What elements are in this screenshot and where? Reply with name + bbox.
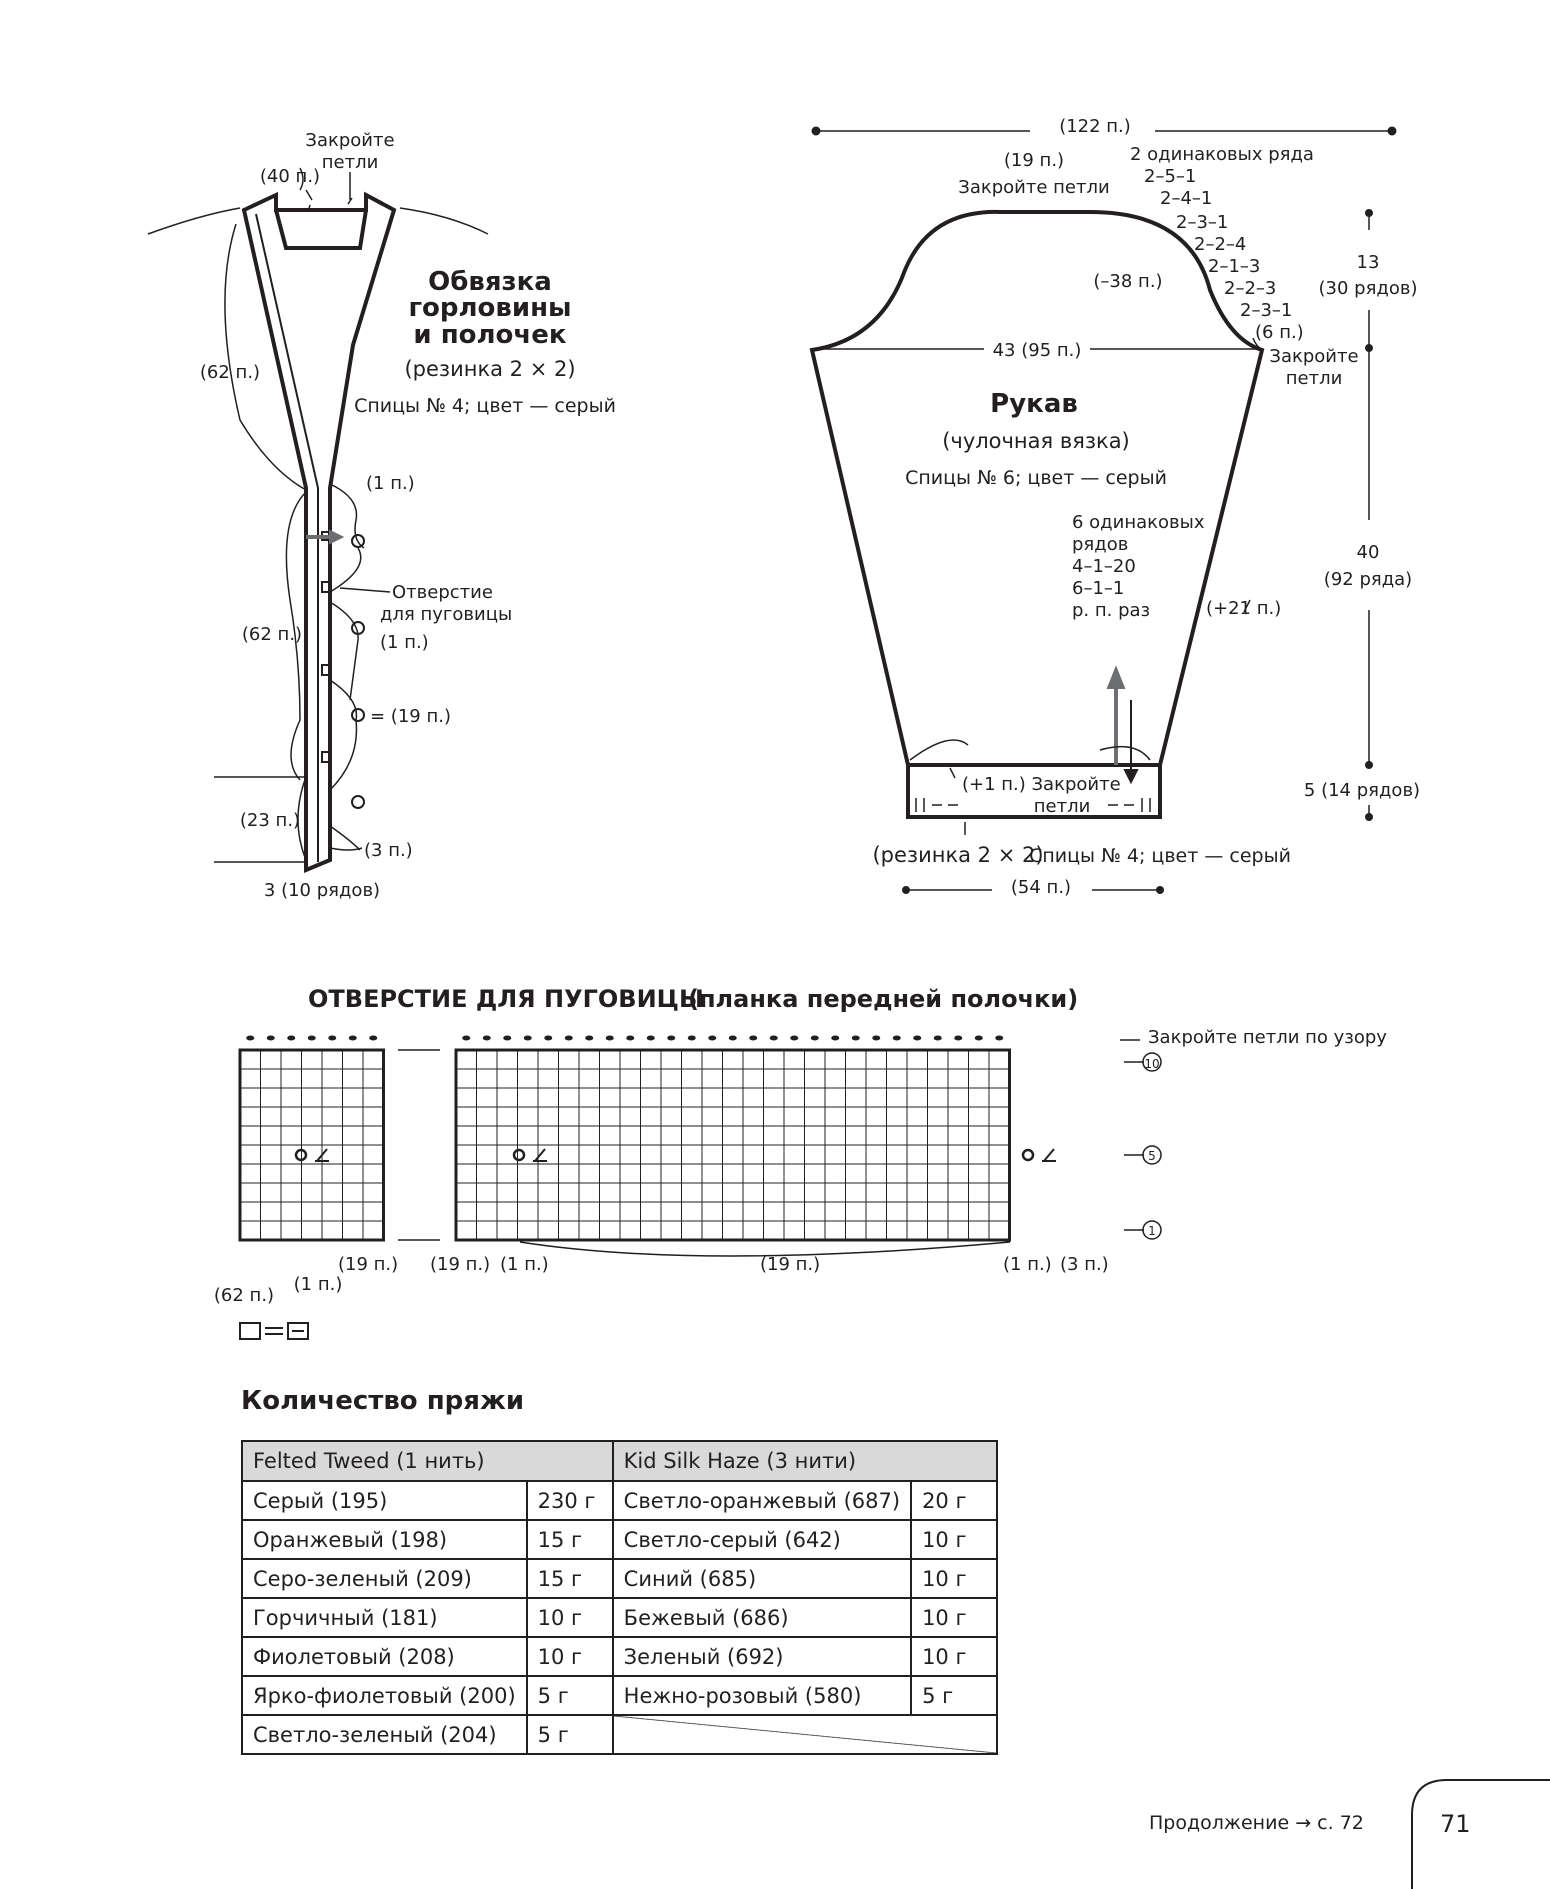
cap-row: 2–3–1 xyxy=(1176,212,1229,233)
neckband-23-label: (23 п.) xyxy=(239,810,301,831)
sleeve-cuff-rib: (резинка 2 × 2) xyxy=(872,843,1044,867)
sleeve-bindoff2-2: петли xyxy=(1285,368,1343,389)
yarn-cell: Светло-оранжевый (687) xyxy=(613,1481,911,1520)
bindoff-dot xyxy=(626,1036,634,1041)
row-10-label: 10 xyxy=(1144,1057,1160,1071)
yarn-cell: Серый (195) xyxy=(242,1481,527,1520)
sleeve-subtitle: (чулочная вязка) xyxy=(942,429,1130,453)
neckband-hole-label-1: Отверстие xyxy=(392,582,493,603)
sleeve-needles: Спицы № 6; цвет — серый xyxy=(905,467,1167,489)
bindoff-dot xyxy=(831,1036,839,1041)
table-row xyxy=(242,1520,997,1559)
neckband-1b-label: (1 п.) xyxy=(380,632,429,653)
bindoff-dot xyxy=(267,1036,275,1041)
yarn-cell: Ярко-фиолетовый (200) xyxy=(242,1676,527,1715)
chart-1b: (1 п.) xyxy=(1003,1254,1052,1275)
bindoff-dot xyxy=(934,1036,942,1041)
cap-row: 2–2–3 xyxy=(1224,278,1277,299)
yarn-cell: Горчичный (181) xyxy=(242,1598,527,1637)
sleeve-increase-rows xyxy=(1072,512,1205,621)
yarn-cell: Светло-серый (642) xyxy=(613,1520,911,1559)
bindoff-dot xyxy=(749,1036,757,1041)
yarn-cell: Зеленый (692) xyxy=(613,1637,911,1676)
chart-bindoff-label: Закройте петли по узору xyxy=(1148,1027,1387,1048)
neckband-bindoff-label-2: петли xyxy=(321,152,379,173)
bindoff-dot xyxy=(893,1036,901,1041)
sleeve-plus21-label: (+21 п.) xyxy=(1206,598,1282,619)
bindoff-dot xyxy=(483,1036,491,1041)
footer-continue xyxy=(1149,1812,1364,1834)
legend-empty-box xyxy=(240,1323,260,1339)
bindoff-dot xyxy=(852,1036,860,1041)
yarn-cell: 10 г xyxy=(911,1637,997,1676)
neckband-1a-label: (1 п.) xyxy=(366,473,415,494)
neckband-19-label: = (19 п.) xyxy=(370,706,451,727)
chart-19c: (19 п.) xyxy=(760,1254,821,1275)
yarn-cell: 15 г xyxy=(527,1559,613,1598)
row-5-label: 5 xyxy=(1148,1149,1156,1163)
bindoff-dot xyxy=(544,1036,552,1041)
yarn-cell: 20 г xyxy=(911,1481,997,1520)
incr-row: 4–1–20 xyxy=(1072,556,1136,577)
yarn-cell: Серо-зеленый (209) xyxy=(242,1559,527,1598)
yarn-cell: Бежевый (686) xyxy=(613,1598,911,1637)
bindoff-dot xyxy=(729,1036,737,1041)
bindoff-dot xyxy=(913,1036,921,1041)
incr-row: 6–1–1 xyxy=(1072,578,1125,599)
yarn-cell: 10 г xyxy=(527,1598,613,1637)
bindoff-dot xyxy=(503,1036,511,1041)
yarn-cell: Оранжевый (198) xyxy=(242,1520,527,1559)
yarn-col-a: Felted Tweed (1 нить) xyxy=(242,1441,613,1481)
yarn-cell: 5 г xyxy=(911,1676,997,1715)
neckband-3-label: (3 п.) xyxy=(364,840,413,861)
sleeve-plus1-label: (+1 п.) Закройте xyxy=(962,774,1121,795)
chart-1c: (1 п.) xyxy=(293,1274,343,1295)
neckband-hole-label-2: для пуговицы xyxy=(380,604,513,625)
bindoff-dot xyxy=(708,1036,716,1041)
cap-row: 2–4–1 xyxy=(1160,188,1213,209)
bindoff-dot xyxy=(524,1036,532,1041)
sleeve-dim-92: (92 ряда) xyxy=(1323,569,1413,590)
bindoff-dot xyxy=(287,1036,295,1041)
decrease-symbol xyxy=(533,1149,547,1161)
yarn-cell: 10 г xyxy=(527,1637,613,1676)
bindoff-dot xyxy=(790,1036,798,1041)
table-row xyxy=(242,1715,997,1754)
cap-row: (6 п.) xyxy=(1255,322,1304,343)
yarn-table xyxy=(241,1440,998,1755)
buttonhole-title: ОТВЕРСТИЕ ДЛЯ ПУГОВИЦЫ xyxy=(308,985,704,1013)
bindoff-dot xyxy=(606,1036,614,1041)
cap-row: 2–2–4 xyxy=(1194,234,1247,255)
cap-row: 2 одинаковых ряда xyxy=(1130,144,1314,165)
yarn-empty-cell xyxy=(613,1715,997,1754)
sleeve-dim-5: 5 (14 рядов) xyxy=(1303,780,1421,801)
bindoff-dot xyxy=(995,1036,1003,1041)
bindoff-dot xyxy=(811,1036,819,1041)
incr-row: рядов xyxy=(1072,534,1129,555)
bindoff-dot xyxy=(369,1036,377,1041)
bindoff-dot xyxy=(667,1036,675,1041)
chart-62: (62 п.) xyxy=(213,1285,275,1306)
sleeve-minus38-label: (–38 п.) xyxy=(1093,271,1163,292)
sleeve-19-label: (19 п.) xyxy=(1003,150,1065,171)
bindoff-dot xyxy=(872,1036,880,1041)
neckband-bindoff-label-1: Закройте xyxy=(305,130,395,151)
bindoff-dot xyxy=(585,1036,593,1041)
bindoff-dot xyxy=(975,1036,983,1041)
bindoff-dot xyxy=(770,1036,778,1041)
bindoff-dot xyxy=(954,1036,962,1041)
yarn-cell: Фиолетовый (208) xyxy=(242,1637,527,1676)
yarn-cell: 15 г xyxy=(527,1520,613,1559)
bindoff-dot xyxy=(246,1036,254,1041)
yarn-cell: Нежно-розовый (580) xyxy=(613,1676,911,1715)
yarn-cell: 10 г xyxy=(911,1598,997,1637)
sleeve-width-43: 43 (95 п.) xyxy=(992,340,1082,361)
sleeve-title: Рукав xyxy=(990,389,1078,419)
sleeve-width-top: (122 п.) xyxy=(1059,116,1131,137)
neckband-62a-label: (62 п.) xyxy=(199,362,261,383)
page-ref: с. 72 xyxy=(1317,1812,1364,1834)
neckband-40-label: (40 п.) xyxy=(259,166,321,187)
bindoff-dot xyxy=(328,1036,336,1041)
sleeve-bindoff2-1: Закройте xyxy=(1269,346,1359,367)
incr-row: р. п. раз xyxy=(1072,600,1151,621)
bindoff-dot xyxy=(308,1036,316,1041)
yarn-cell: 10 г xyxy=(911,1520,997,1559)
bindoff-dot xyxy=(565,1036,573,1041)
yarn-over-symbol xyxy=(1023,1150,1033,1160)
bindoff-dot xyxy=(349,1036,357,1041)
page-number: 71 xyxy=(1440,1810,1471,1838)
neckband-title-3: и полочек xyxy=(413,320,567,350)
neckband-needles: Спицы № 4; цвет — серый xyxy=(354,395,616,417)
buttonhole-chart xyxy=(240,1036,1161,1340)
sleeve-petli-label: петли xyxy=(1033,796,1091,817)
sleeve-dim-13: 13 xyxy=(1356,252,1380,273)
row-1-label: 1 xyxy=(1148,1224,1156,1238)
yarn-cell: Светло-зеленый (204) xyxy=(242,1715,527,1754)
table-row xyxy=(242,1481,997,1520)
neckband-title-2: горловины xyxy=(408,293,572,323)
cap-row: 2–5–1 xyxy=(1144,166,1197,187)
neckband-title-1: Обвязка xyxy=(428,267,552,297)
sleeve-width-bottom: (54 п.) xyxy=(1010,877,1072,898)
neckband-subtitle: (резинка 2 × 2) xyxy=(404,357,576,381)
cap-row: 2–1–3 xyxy=(1208,256,1261,277)
table-row xyxy=(242,1598,997,1637)
yarn-cell: 5 г xyxy=(527,1676,613,1715)
neckband-62b-label: (62 п.) xyxy=(241,624,303,645)
chart-19b: (19 п.) xyxy=(430,1254,491,1275)
chart-3: (3 п.) xyxy=(1060,1254,1109,1275)
yarn-over-symbol xyxy=(514,1150,524,1160)
decrease-symbol xyxy=(1042,1149,1056,1161)
table-row xyxy=(242,1676,997,1715)
yarn-cell: 10 г xyxy=(911,1559,997,1598)
table-row xyxy=(242,1559,997,1598)
arrow-icon: → xyxy=(1295,1812,1312,1834)
sleeve-bindoff-label: Закройте петли xyxy=(958,177,1110,198)
yarn-header-row xyxy=(242,1441,997,1481)
bindoff-dot xyxy=(647,1036,655,1041)
chart-19a: (19 п.) xyxy=(338,1254,399,1275)
incr-row: 6 одинаковых xyxy=(1072,512,1205,533)
yarn-cell: 230 г xyxy=(527,1481,613,1520)
continue-text: Продолжение xyxy=(1149,1812,1290,1834)
chart-1a: (1 п.) xyxy=(500,1254,549,1275)
table-row xyxy=(242,1637,997,1676)
bindoff-dot xyxy=(688,1036,696,1041)
neckband-rows-label: 3 (10 рядов) xyxy=(263,880,381,901)
buttonhole-subtitle: (планка передней полочки) xyxy=(688,985,1079,1013)
yarn-col-b: Kid Silk Haze (3 нити) xyxy=(613,1441,997,1481)
sleeve-cuff-needles: Спицы № 4; цвет — серый xyxy=(1029,845,1291,867)
cap-row: 2–3–1 xyxy=(1240,300,1293,321)
bindoff-dot xyxy=(462,1036,470,1041)
yarn-cell: Синий (685) xyxy=(613,1559,911,1598)
yarn-title: Количество пряжи xyxy=(241,1386,525,1416)
sleeve-dim-30: (30 рядов) xyxy=(1318,278,1418,299)
yarn-cell: 5 г xyxy=(527,1715,613,1754)
sleeve-dim-40: 40 xyxy=(1356,542,1380,563)
